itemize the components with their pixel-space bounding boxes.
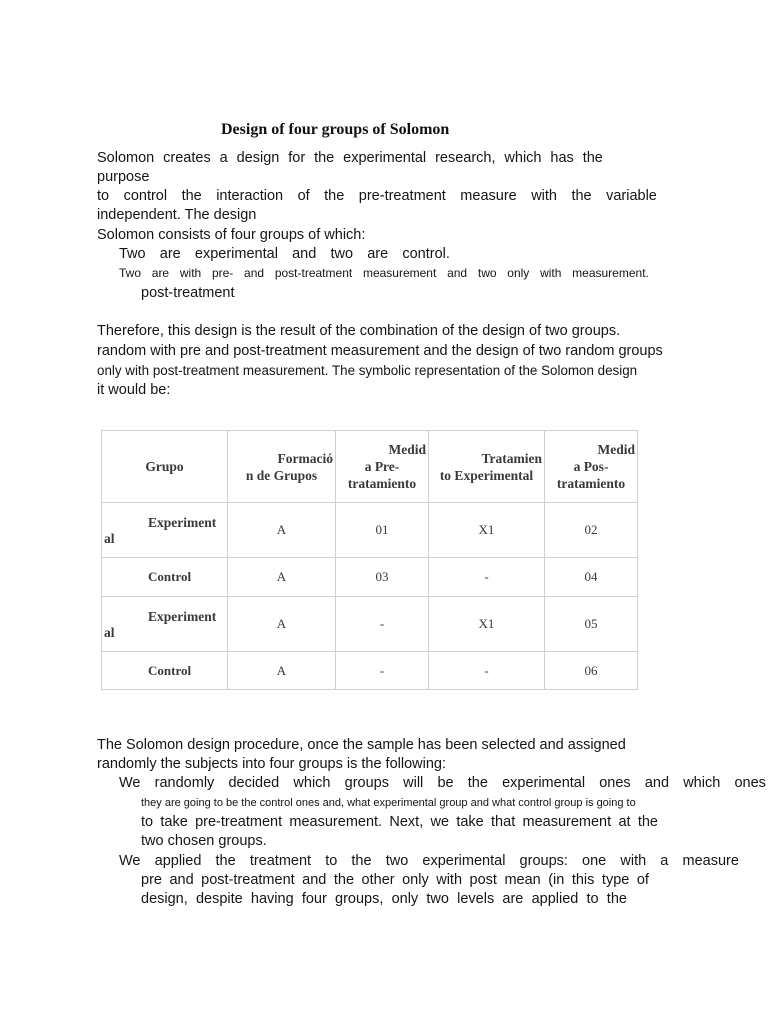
word: having	[250, 891, 294, 907]
procedure-bullet-2-line-3	[141, 890, 627, 909]
word: and	[292, 246, 317, 262]
word: one	[582, 853, 607, 869]
word: pre	[141, 872, 162, 888]
intro-line-4: independent. The design	[97, 207, 257, 223]
word: has	[550, 150, 574, 166]
word: measure	[460, 188, 517, 204]
word: We	[119, 853, 141, 869]
word: the	[215, 853, 236, 869]
pre-cell: 03	[336, 558, 429, 597]
word: post-treatment	[274, 266, 353, 280]
table-row	[102, 597, 638, 652]
word: and	[302, 872, 327, 888]
formation-cell: A	[228, 558, 336, 597]
word: mean	[504, 872, 541, 888]
word: to	[141, 814, 154, 830]
intro-line-5: Solomon consists of four groups of which:	[97, 227, 366, 243]
word: control.	[402, 246, 450, 262]
treatment-cell: -	[429, 652, 545, 690]
word: with	[540, 266, 562, 280]
word: interaction	[216, 188, 284, 204]
word: We	[119, 775, 141, 791]
intro-bullet-1	[119, 245, 450, 264]
word: measurement.	[572, 266, 649, 280]
word: measurement	[362, 266, 437, 280]
word: the	[637, 814, 658, 830]
table-row	[102, 503, 638, 558]
word: the	[181, 188, 202, 204]
word: design,	[141, 891, 188, 907]
word: the	[582, 150, 603, 166]
treatment-cell: -	[429, 558, 545, 597]
procedure-line-1: The Solomon design procedure, once the sample has been selected and assigned	[97, 737, 626, 753]
post-cell: 05	[545, 597, 638, 652]
group-cell: Control	[102, 558, 228, 597]
word: a	[219, 150, 228, 166]
procedure-line-2: randomly the subjects into four groups is the following:	[97, 756, 446, 772]
header-grupo: Grupo	[102, 431, 228, 503]
word: which	[293, 775, 331, 791]
formation-cell: A	[228, 597, 336, 652]
word: with	[179, 266, 202, 280]
word: decided	[228, 775, 280, 791]
word: the	[324, 188, 345, 204]
word: despite	[195, 891, 243, 907]
procedure-bullet-1-line-3	[141, 813, 658, 832]
intro-line-2: purpose	[97, 169, 150, 185]
group-cell: Control	[102, 652, 228, 690]
word: of	[636, 872, 649, 888]
procedure-bullet-2-line-1	[119, 852, 739, 871]
header-formacion: Formació n de Grupos	[228, 431, 336, 503]
header-tratamiento: Tratamien to Experimental	[429, 431, 545, 503]
word: variable	[606, 188, 657, 204]
word: design	[236, 150, 280, 166]
word: ones	[599, 775, 631, 791]
word: are	[367, 246, 389, 262]
word: groups:	[519, 853, 568, 869]
formation-cell: A	[228, 503, 336, 558]
intro-bullet-2-cont: post-treatment	[141, 285, 235, 301]
word: we	[430, 814, 450, 830]
word: experimental	[422, 853, 506, 869]
word: measure	[682, 853, 739, 869]
word: research,	[435, 150, 496, 166]
word: which	[683, 775, 721, 791]
word: with	[620, 853, 647, 869]
word: which	[504, 150, 542, 166]
word: four	[301, 891, 327, 907]
word: creates	[163, 150, 211, 166]
word: measurement	[522, 814, 612, 830]
table-row	[102, 652, 638, 690]
word: take	[160, 814, 188, 830]
word: post-treatment	[201, 872, 295, 888]
word: groups	[344, 775, 389, 791]
treatment-cell: X1	[429, 503, 545, 558]
header-medida-pos: Medid a Pos- tratamiento	[545, 431, 638, 503]
word: the	[467, 775, 488, 791]
word: and	[244, 266, 265, 280]
word: Solomon	[97, 150, 155, 166]
word: for	[288, 150, 306, 166]
word: two	[385, 853, 409, 869]
word: only	[391, 891, 419, 907]
word: this	[571, 872, 595, 888]
intro-bullet-2	[119, 264, 649, 283]
therefore-line-4: it would be:	[97, 382, 171, 398]
word: measurement.	[289, 814, 383, 830]
word: control	[123, 188, 168, 204]
word: to	[97, 188, 110, 204]
word: will	[403, 775, 424, 791]
word: only	[507, 266, 530, 280]
word: Two	[119, 266, 142, 280]
word: and	[169, 872, 194, 888]
word: be	[437, 775, 454, 791]
word: groups,	[335, 891, 384, 907]
therefore-line-2: random with pre and post-treatment measurement and the design of two random groups	[97, 343, 663, 359]
word: to	[325, 853, 338, 869]
word: Two	[119, 246, 146, 262]
document-title: Design of four groups of Solomon	[221, 121, 450, 138]
word: the	[351, 853, 372, 869]
header-medida-pre: Medid a Pre- tratamiento	[336, 431, 429, 503]
group-cell: Experiment al	[102, 503, 228, 558]
pre-cell: -	[336, 652, 429, 690]
word: experimental	[194, 246, 278, 262]
word: and	[447, 266, 468, 280]
word: are	[151, 266, 170, 280]
word: with	[531, 188, 557, 204]
solomon-design-table	[101, 430, 637, 689]
word: pre-treatment	[358, 188, 446, 204]
word: are	[159, 246, 181, 262]
procedure-bullet-1-line-2: they are going to be the control ones and, what experimental group and what control group is going to	[141, 797, 636, 809]
word: pre-	[211, 266, 234, 280]
word: two	[330, 246, 354, 262]
word: the	[606, 891, 627, 907]
word: Next,	[389, 814, 424, 830]
word: (in	[548, 872, 565, 888]
word: of	[297, 188, 310, 204]
pre-cell: -	[336, 597, 429, 652]
word: and	[644, 775, 670, 791]
word: applied	[531, 891, 579, 907]
group-cell: Experiment al	[102, 597, 228, 652]
word: applied	[154, 853, 202, 869]
intro-line-1	[97, 149, 603, 168]
word: experimental	[343, 150, 427, 166]
table-row	[102, 558, 638, 597]
therefore-line-1: Therefore, this design is the result of the combination of the design of two groups.	[97, 323, 621, 339]
word: ones	[734, 775, 766, 791]
word: other	[361, 872, 395, 888]
word: experimental	[502, 775, 586, 791]
word: the	[333, 872, 355, 888]
word: randomly	[154, 775, 215, 791]
word: at	[618, 814, 631, 830]
word: take	[456, 814, 484, 830]
word: type	[601, 872, 630, 888]
pre-cell: 01	[336, 503, 429, 558]
word: the	[571, 188, 592, 204]
word: two	[477, 266, 497, 280]
therefore-line-3: only with post-treatment measurement. The symbolic representation of the Solomon design	[97, 363, 638, 378]
formation-cell: A	[228, 652, 336, 690]
word: levels	[457, 891, 495, 907]
word: pre-treatment	[195, 814, 283, 830]
treatment-cell: X1	[429, 597, 545, 652]
intro-line-3	[97, 187, 657, 206]
word: a	[660, 853, 669, 869]
word: that	[491, 814, 516, 830]
word: are	[502, 891, 524, 907]
word: post	[469, 872, 497, 888]
post-cell: 06	[545, 652, 638, 690]
word: with	[436, 872, 463, 888]
procedure-bullet-1-line-1	[119, 774, 766, 793]
post-cell: 02	[545, 503, 638, 558]
table-header-row	[102, 431, 638, 503]
procedure-bullet-2-line-2	[141, 871, 649, 890]
word: treatment	[249, 853, 312, 869]
word: the	[314, 150, 335, 166]
procedure-bullet-1-line-4: two chosen groups.	[141, 833, 267, 849]
word: two	[426, 891, 449, 907]
word: to	[586, 891, 599, 907]
word: only	[402, 872, 429, 888]
post-cell: 04	[545, 558, 638, 597]
